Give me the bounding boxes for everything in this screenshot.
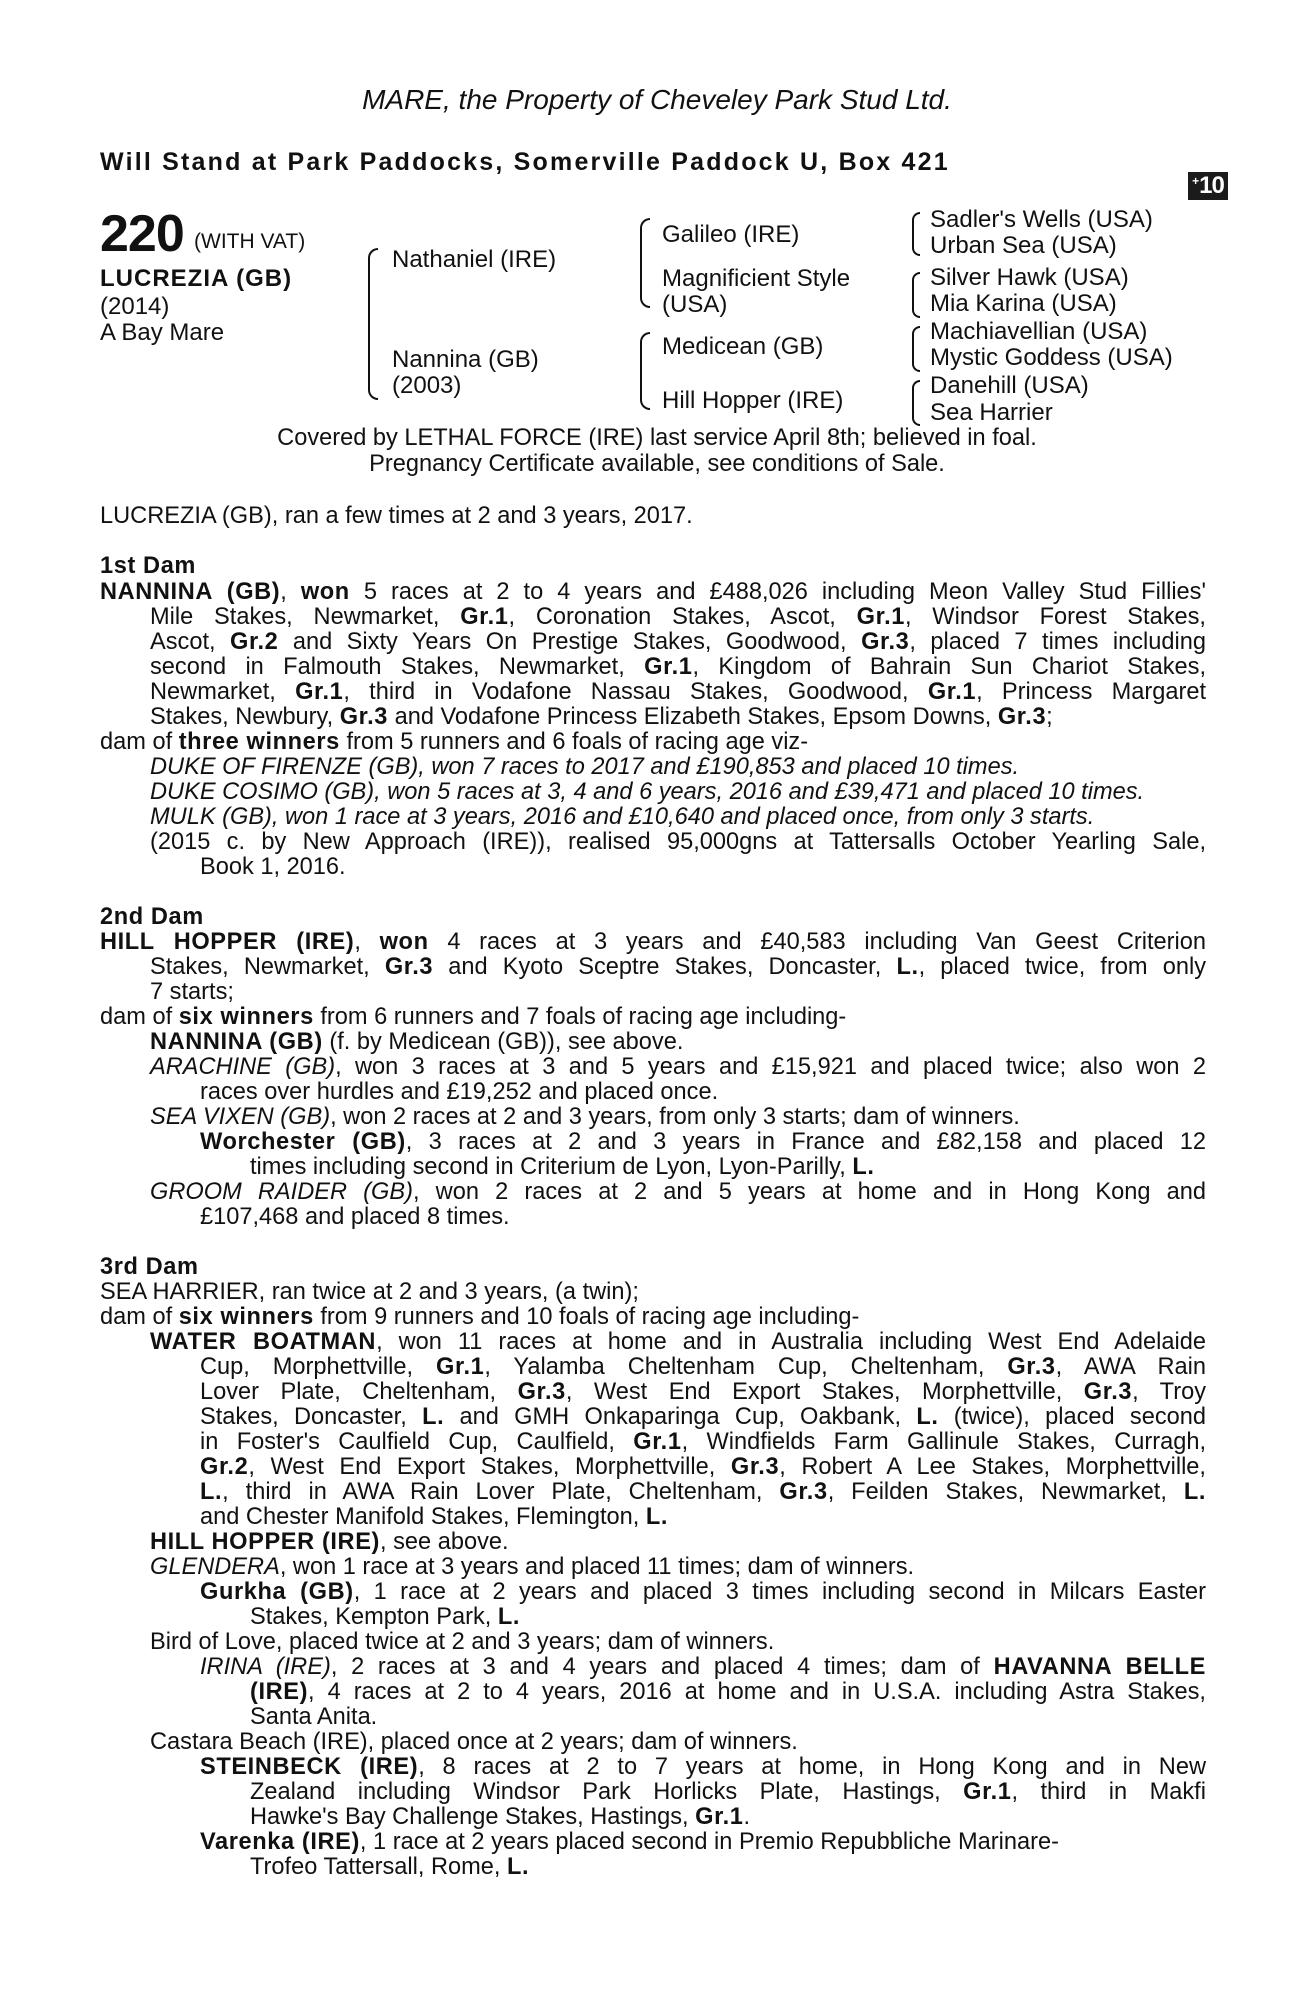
foal-name: GLENDERA (150, 1554, 280, 1580)
text: Stakes, Doncaster, (200, 1404, 423, 1430)
text: , 3 races at 2 and 3 years in France and £82,158 and placed 12 (405, 1129, 1206, 1155)
second-dam-foal (150, 1055, 1206, 1081)
third-dam-grandfoal (200, 1580, 1206, 1606)
text: , third in AWA Rain Lover Plate, Cheltenham, (222, 1479, 780, 1505)
third-dam-grandfoal (200, 1755, 1206, 1781)
pregnancy-line: Pregnancy Certificate available, see conditions of Sale. (369, 451, 945, 477)
text: , Windsor Forest Stakes, (904, 604, 1206, 630)
text: Hawke's Bay Challenge Stakes, Hastings, (250, 1804, 696, 1830)
first-dam-line (150, 605, 1206, 631)
grade: L. (645, 1504, 669, 1530)
foal-name: STEINBECK (IRE) (200, 1754, 419, 1780)
foal-name: SEA VIXEN (GB) (150, 1104, 331, 1130)
horse-description: A Bay Mare (100, 319, 225, 346)
second-dam-line (100, 1005, 846, 1031)
text: , 1 race at 2 years placed second in Premio Repubbliche Marinare- (359, 1829, 1059, 1855)
third-dam-foal (200, 1430, 1206, 1456)
text: Stakes, Newbury, (150, 704, 340, 730)
pedigree-ddd: Sea Harrier (930, 399, 1053, 426)
pedigree-dsd: Mystic Goddess (USA) (930, 344, 1173, 371)
text: , placed twice, from only (918, 954, 1207, 980)
third-dam-foal (200, 1380, 1206, 1406)
sire-bracket (640, 218, 650, 308)
third-dam-grandfoal (250, 1855, 529, 1881)
third-dam-grandfoal (250, 1805, 750, 1831)
lot-number: 220 (100, 205, 184, 263)
second-dam-line: 7 starts; (150, 979, 234, 1005)
grade: L. (200, 1479, 223, 1505)
text: , won 2 races at 2 and 5 years at home and in Hong Kong and (412, 1179, 1206, 1205)
text: from 6 runners and 7 foals of racing age including- (313, 1004, 847, 1030)
pedigree-dam-sire: Medicean (GB) (662, 333, 824, 360)
grade: Gr.3 (997, 704, 1047, 730)
third-dam-line (100, 1305, 859, 1331)
first-dam-foal: DUKE COSIMO (GB), won 5 races at 3, 4 and 6 years, 2016 and £39,471 and placed 10 times. (150, 779, 1145, 805)
dam-name: NANNINA (GB) (100, 579, 281, 605)
third-dam-grandfoal (250, 1605, 520, 1631)
grade: L. (852, 1154, 875, 1180)
grade: Gr.3 (339, 704, 389, 730)
pedigree-sds: Silver Hawk (USA) (930, 264, 1129, 291)
text: , 8 races at 2 to 7 years at home, in Hong Kong and in New (418, 1754, 1206, 1780)
text: and Chester Manifold Stakes, Flemington, (200, 1504, 646, 1530)
pedigree-sire: Nathaniel (IRE) (392, 246, 557, 273)
badge-plus: + (1192, 174, 1200, 188)
third-dam-foal (200, 1455, 1206, 1481)
second-dam-line (100, 930, 1206, 956)
third-dam-grandfoal (250, 1680, 1206, 1706)
grade: Gr.2 (230, 629, 279, 655)
gen3-bracket-3 (912, 326, 920, 372)
text: , won 2 races at 2 and 3 years, from only 3 starts; dam of winners. (330, 1104, 1020, 1130)
text: , (354, 929, 380, 955)
grade: Gr.1 (644, 654, 693, 680)
text: from 5 runners and 6 foals of racing age viz- (339, 729, 809, 755)
text: , 2 races at 3 and 4 years and placed 4 times; dam of (330, 1654, 994, 1680)
grade: L. (896, 954, 919, 980)
text: in Foster's Caulfield Cup, Caulfield, (200, 1429, 634, 1455)
text: Cup, Morphettville, (200, 1354, 437, 1380)
foal-name: WATER BOATMAN (150, 1329, 377, 1355)
first-dam-foal: (2015 c. by New Approach (IRE)), realised 95,000gns at Tattersalls October Yearling Sale, (150, 829, 1206, 855)
text: , Troy (1132, 1379, 1206, 1405)
text: dam of (100, 1304, 179, 1330)
pedigree-dam-dam: Hill Hopper (IRE) (662, 387, 844, 414)
second-dam-grandfoal (200, 1130, 1206, 1156)
third-dam-foal (200, 1405, 1206, 1431)
first-dam-heading: 1st Dam (100, 553, 196, 579)
text: , 1 race at 2 years and placed 3 times including second in Milcars Easter (353, 1579, 1206, 1605)
text: , West End Export Stakes, Morphettville, (565, 1379, 1084, 1405)
third-dam-heading: 3rd Dam (100, 1254, 199, 1280)
intro-line: LUCREZIA (GB), ran a few times at 2 and 3 years, 2017. (100, 503, 693, 529)
grade: Gr.2 (200, 1454, 249, 1480)
update-badge (1188, 172, 1228, 200)
grade: Gr.1 (927, 679, 977, 705)
pedigree-dam: Nannina (GB) (392, 346, 539, 373)
stand-location: Will Stand at Park Paddocks, Somerville Paddock U, Box 421 (100, 148, 950, 176)
text: , won 3 races at 3 and 5 years and £15,921 and placed twice; also won 2 (335, 1054, 1206, 1080)
grade: Gr.1 (633, 1429, 682, 1455)
grade: L. (422, 1404, 445, 1430)
text: (f. by Medicean (GB)), see above. (322, 1029, 684, 1055)
third-dam-foal (200, 1480, 1206, 1506)
second-dam-foal (150, 1105, 1020, 1131)
vat-label: (WITH VAT) (194, 230, 306, 253)
text: and Vodafone Princess Elizabeth Stakes, Epsom Downs, (388, 704, 998, 730)
foal-name: HILL HOPPER (IRE) (150, 1529, 380, 1555)
first-dam-foal: Book 1, 2016. (200, 854, 346, 880)
winners-count: six winners (178, 1004, 314, 1030)
grade: Gr.1 (460, 604, 509, 630)
text: Mile Stakes, Newmarket, (150, 604, 461, 630)
grade: L. (1183, 1479, 1207, 1505)
text: , Kingdom of Bahrain Sun Chariot Stakes, (692, 654, 1206, 680)
pedigree-sire-dam-country: (USA) (662, 291, 728, 318)
foal-name: ARACHINE (GB) (150, 1054, 336, 1080)
horse-year: (2014) (100, 293, 170, 320)
text: from 9 runners and 10 foals of racing age including- (313, 1304, 860, 1330)
text: 5 races at 2 to 4 years and £488,026 including Meon Valley Stud Fillies' (349, 579, 1206, 605)
dam-name: HILL HOPPER (IRE) (100, 929, 355, 955)
pedigree-sire-sire: Galileo (IRE) (662, 221, 800, 248)
text: , AWA Rain (1055, 1354, 1206, 1380)
text: , Yalamba Cheltenham Cup, Cheltenham, (484, 1354, 1008, 1380)
third-dam-foal (150, 1330, 1206, 1356)
foal-name: (IRE) (250, 1679, 309, 1705)
text: , (280, 579, 301, 605)
third-dam-grandfoal (200, 1655, 1206, 1681)
text: Newmarket, (150, 679, 296, 705)
grade: Gr.1 (295, 679, 344, 705)
text: Stakes, Newmarket, (150, 954, 385, 980)
text: , third in Makfi (1011, 1779, 1206, 1805)
grade: Gr.3 (779, 1479, 828, 1505)
third-dam-foal: Castara Beach (IRE), placed once at 2 years; dam of winners. (150, 1729, 798, 1755)
grade: Gr.3 (517, 1379, 566, 1405)
text: , West End Export Stakes, Morphettville, (248, 1454, 731, 1480)
badge-number: 10 (1199, 172, 1224, 199)
grade: Gr.3 (730, 1454, 780, 1480)
text: ; (1046, 704, 1053, 730)
second-dam-foal: £107,468 and placed 8 times. (200, 1204, 510, 1230)
text: Stakes, Kempton Park, (250, 1604, 498, 1630)
text: , Princess Margaret (976, 679, 1206, 705)
third-dam-grandfoal: Santa Anita. (250, 1704, 378, 1730)
grade: L. (916, 1404, 939, 1430)
grade: Gr.1 (436, 1354, 485, 1380)
foal-name: GROOM RAIDER (GB) (150, 1179, 413, 1205)
second-dam-foal (150, 1030, 683, 1056)
second-dam-grandfoal (250, 1155, 875, 1181)
text: . (743, 1804, 751, 1830)
dam-bracket (640, 332, 650, 410)
gen3-bracket-1 (912, 212, 920, 256)
first-dam-line (100, 580, 1206, 606)
second-dam-foal: races over hurdles and £19,252 and placed once. (200, 1079, 719, 1105)
text: and GMH Onkaparinga Cup, Oakbank, (444, 1404, 917, 1430)
foal-name: Worchester (GB) (200, 1129, 406, 1155)
foal-name: IRINA (IRE) (200, 1654, 331, 1680)
third-dam-foal (150, 1530, 509, 1556)
text: , Robert A Lee Stakes, Morphettville, (779, 1454, 1206, 1480)
text: 4 races at 3 years and £40,583 including Van Geest Criterion (428, 929, 1206, 955)
text: (twice), placed second (938, 1404, 1207, 1430)
text: , won 1 race at 3 years and placed 11 times; dam of winners. (279, 1554, 915, 1580)
gen3-bracket-2 (912, 272, 920, 318)
text: , Windfields Farm Gallinule Stakes, Curragh, (681, 1429, 1206, 1455)
foal-name: NANNINA (GB) (150, 1029, 323, 1055)
third-dam-foal: Bird of Love, placed twice at 2 and 3 years; dam of winners. (150, 1629, 775, 1655)
text: , won 11 races at home and in Australia including West End Adelaide (376, 1329, 1206, 1355)
third-dam-foal (150, 1555, 914, 1581)
horse-name: LUCREZIA (GB) (100, 265, 293, 292)
owner-title: MARE, the Property of Cheveley Park Stud Ltd. (362, 84, 952, 115)
gen3-bracket-4 (912, 380, 920, 426)
first-dam-line (100, 730, 808, 756)
won-label: won (379, 929, 429, 955)
text: and Kyoto Sceptre Stakes, Doncaster, (433, 954, 897, 980)
text: , 4 races at 2 to 4 years, 2016 at home and in U.S.A. including Astra Stakes, (308, 1679, 1206, 1705)
foal-name: HAVANNA BELLE (993, 1654, 1207, 1680)
text: dam of (100, 1004, 179, 1030)
third-dam-line: SEA HARRIER, ran twice at 2 and 3 years, (a twin); (100, 1279, 639, 1305)
winners-count: three winners (178, 729, 340, 755)
second-dam-line (150, 955, 1206, 981)
grade: Gr.3 (384, 954, 434, 980)
foal-name: Gurkha (GB) (200, 1579, 354, 1605)
pedigree-ssd: Urban Sea (USA) (930, 232, 1117, 259)
third-dam-grandfoal (200, 1830, 1059, 1856)
first-dam-line (150, 705, 1053, 731)
text: Lover Plate, Cheltenham, (200, 1379, 518, 1405)
sire-dam-bracket (368, 248, 378, 400)
third-dam-foal (200, 1355, 1206, 1381)
first-dam-line (150, 680, 1206, 706)
second-dam-foal (150, 1180, 1206, 1206)
pedigree-dds: Danehill (USA) (930, 372, 1089, 399)
text: second in Falmouth Stakes, Newmarket, (150, 654, 645, 680)
grade: Gr.1 (695, 1804, 744, 1830)
text: Ascot, (150, 629, 231, 655)
text: Zealand including Windsor Park Horlicks Plate, Hastings, (250, 1779, 964, 1805)
first-dam-foal: MULK (GB), won 1 race at 3 years, 2016 and £10,640 and placed once, from only 3 starts. (150, 804, 1095, 830)
covered-line: Covered by LETHAL FORCE (IRE) last service April 8th; believed in foal. (277, 425, 1037, 451)
grade: L. (497, 1604, 521, 1630)
grade: L. (507, 1854, 530, 1880)
grade: Gr.3 (1083, 1379, 1133, 1405)
text: , third in Vodafone Nassau Stakes, Goodwood, (343, 679, 928, 705)
pedigree-dam-year: (2003) (392, 372, 462, 399)
foal-name: Varenka (IRE) (200, 1829, 360, 1855)
pedigree-sire-dam: Magnificient Style (662, 265, 851, 292)
text: , Feilden Stakes, Newmarket, (827, 1479, 1184, 1505)
text: , see above. (380, 1529, 509, 1555)
winners-count: six winners (178, 1304, 314, 1330)
text: dam of (100, 729, 179, 755)
third-dam-foal (200, 1505, 668, 1531)
text: times including second in Criterium de Lyon, Lyon-Parilly, (250, 1154, 853, 1180)
text: and Sixty Years On Prestige Stakes, Goodwood, (278, 629, 862, 655)
grade: Gr.3 (1007, 1354, 1056, 1380)
text: , Coronation Stakes, Ascot, (508, 604, 857, 630)
grade: Gr.1 (963, 1779, 1012, 1805)
first-dam-line (150, 655, 1206, 681)
third-dam-grandfoal (250, 1780, 1206, 1806)
pedigree-dss: Machiavellian (USA) (930, 318, 1148, 345)
first-dam-line (150, 630, 1206, 656)
grade: Gr.3 (861, 629, 910, 655)
pedigree-sss: Sadler's Wells (USA) (930, 206, 1153, 233)
won-label: won (300, 579, 350, 605)
first-dam-foal: DUKE OF FIRENZE (GB), won 7 races to 2017 and £190,853 and placed 10 times. (150, 754, 1020, 780)
text: , placed 7 times including (909, 629, 1206, 655)
grade: Gr.1 (856, 604, 905, 630)
second-dam-heading: 2nd Dam (100, 904, 204, 930)
pedigree-sdd: Mia Karina (USA) (930, 290, 1117, 317)
text: Trofeo Tattersall, Rome, (250, 1854, 508, 1880)
